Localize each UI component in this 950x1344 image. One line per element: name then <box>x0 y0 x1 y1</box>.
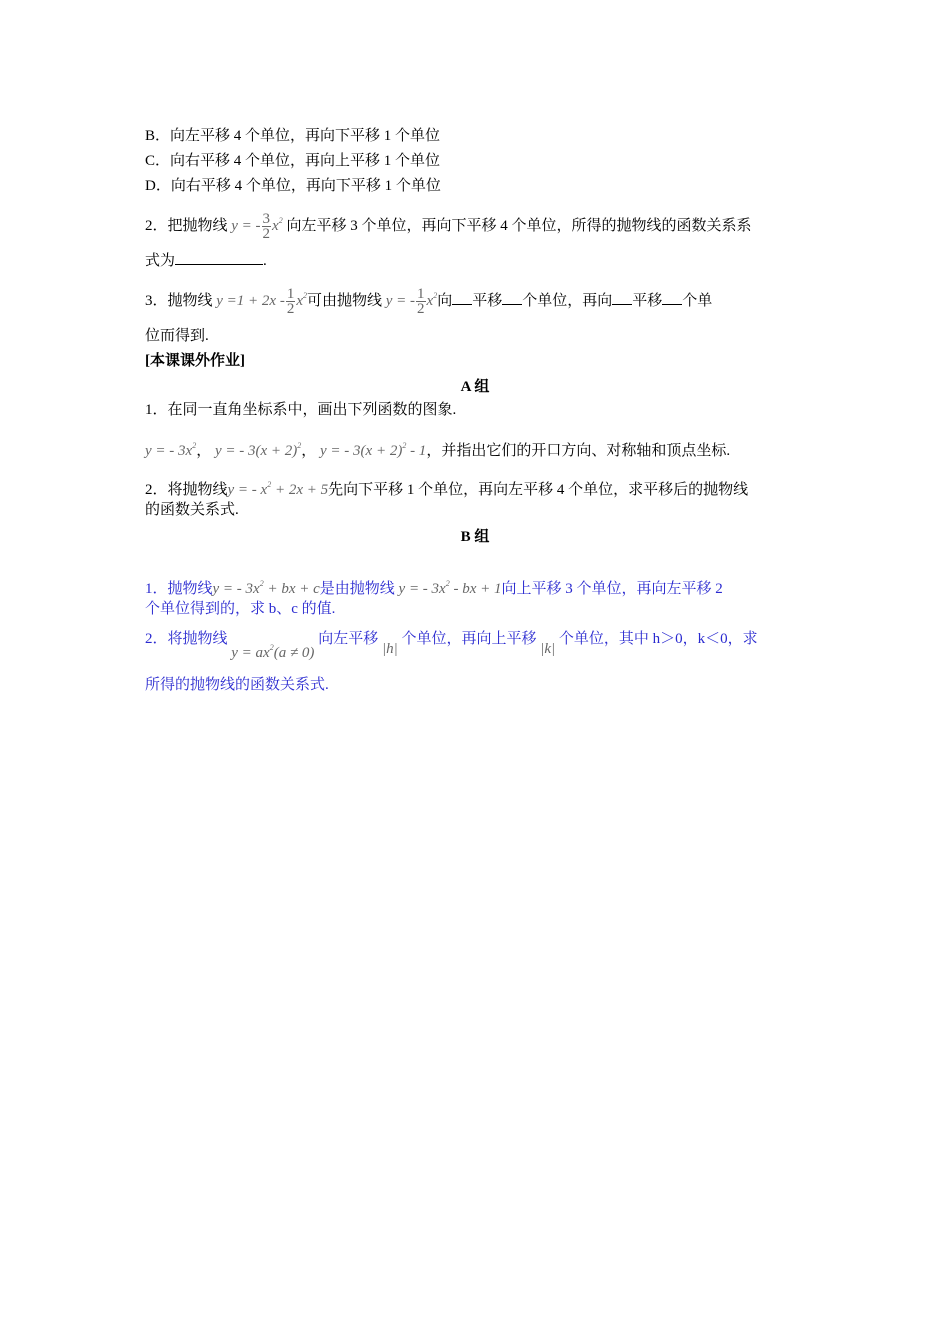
group-b-title: B 组 <box>460 529 490 545</box>
blank-direction-1[interactable] <box>452 290 472 305</box>
group-b-q1-math-2: y = - $3x^2$ - bx + 1 <box>398 579 502 597</box>
question-2-line2: 式为 . <box>145 250 267 271</box>
group-a-q1-functions: y = - $3x^2$， y = - $3(x + 2)^2$， y = - $3(x + 2)^2 - 1$，并指出它们的开口方向、对称轴和顶点坐标. <box>145 441 731 459</box>
question-2: 2．把抛物线 y = - $\frac{3}{2}$ $x^2$ 向左平移 3 个单位，再向下平移 4 个单位，所得的抛物线的函数关系系 <box>145 211 752 243</box>
homework-title: [本课课外作业] <box>145 353 245 369</box>
group-a-q1: 1．在同一直角坐标系中，画出下列函数的图象. <box>145 402 457 418</box>
abs-h: |h| <box>381 641 398 657</box>
q3-math-1: y =1 + 2x - $\frac{1}{2}$ $x^2$ <box>216 286 307 318</box>
answer-blank[interactable] <box>175 250 263 265</box>
blank-units-2[interactable] <box>662 290 682 305</box>
function-1: y = - $3x^2$ <box>145 441 197 459</box>
blank-units-1[interactable] <box>502 290 522 305</box>
function-2: y = - $3(x + 2)^2$ <box>214 441 302 459</box>
group-b-q2: 2．将抛物线 $y = ax^2(a \ne 0)$ 向左平移 |h| 个单位，再向上平移 |k| 个单位，其中 h＞0，k＜0，求 <box>145 631 758 661</box>
option-b: B．向左平移 4 个单位，再向下平移 1 个单位 <box>145 128 441 144</box>
group-a-q2: 2．将抛物线y = - $x^2 + 2x + 5$先向下平移 1 个单位，再向左平移 4 个单位，求平移后的抛物线 <box>145 480 749 498</box>
blank-direction-2[interactable] <box>612 290 632 305</box>
group-b-q2-line2: 所得的抛物线的函数关系式. <box>145 677 329 693</box>
question-3: 3．抛物线 y =1 + 2x - $\frac{1}{2}$ $x^2$可由抛物线 y = - $\frac{1}{2}$ $x^2$向 平移 个单位，再向 平移 个单 <box>145 286 713 318</box>
option-c: C．向右平移 4 个单位，再向上平移 1 个单位 <box>145 153 441 169</box>
group-b-q1-math-1: y = - $3x^2$ + bx + c <box>212 579 320 597</box>
group-b-q1-line2: 个单位得到的，求 b、c 的值. <box>145 601 336 617</box>
abs-k: |k| <box>540 641 556 657</box>
question-3-line2: 位而得到. <box>145 328 209 344</box>
group-a-q2-math: y = - $x^2 + 2x + 5$ <box>227 480 329 498</box>
function-3: y = - $3(x + 2)^2 - 1$ <box>320 441 427 459</box>
option-d: D．向右平移 4 个单位，再向下平移 1 个单位 <box>145 178 441 194</box>
group-a-q2-line2: 的函数关系式. <box>145 502 239 518</box>
group-a-title: A 组 <box>460 379 490 395</box>
q2-math: y = - $\frac{3}{2}$ $x^2$ <box>231 211 283 243</box>
group-b-q1: 1．抛物线y = - $3x^2$ + bx + c是由抛物线 y = - $3x^2$ - bx + 1向上平移 3 个单位，再向左平移 2 <box>145 579 723 597</box>
q3-math-2: y = - $\frac{1}{2}$ $x^2$ <box>385 286 438 318</box>
group-b-q2-math: $y = ax^2(a \ne 0)$ <box>231 643 315 661</box>
